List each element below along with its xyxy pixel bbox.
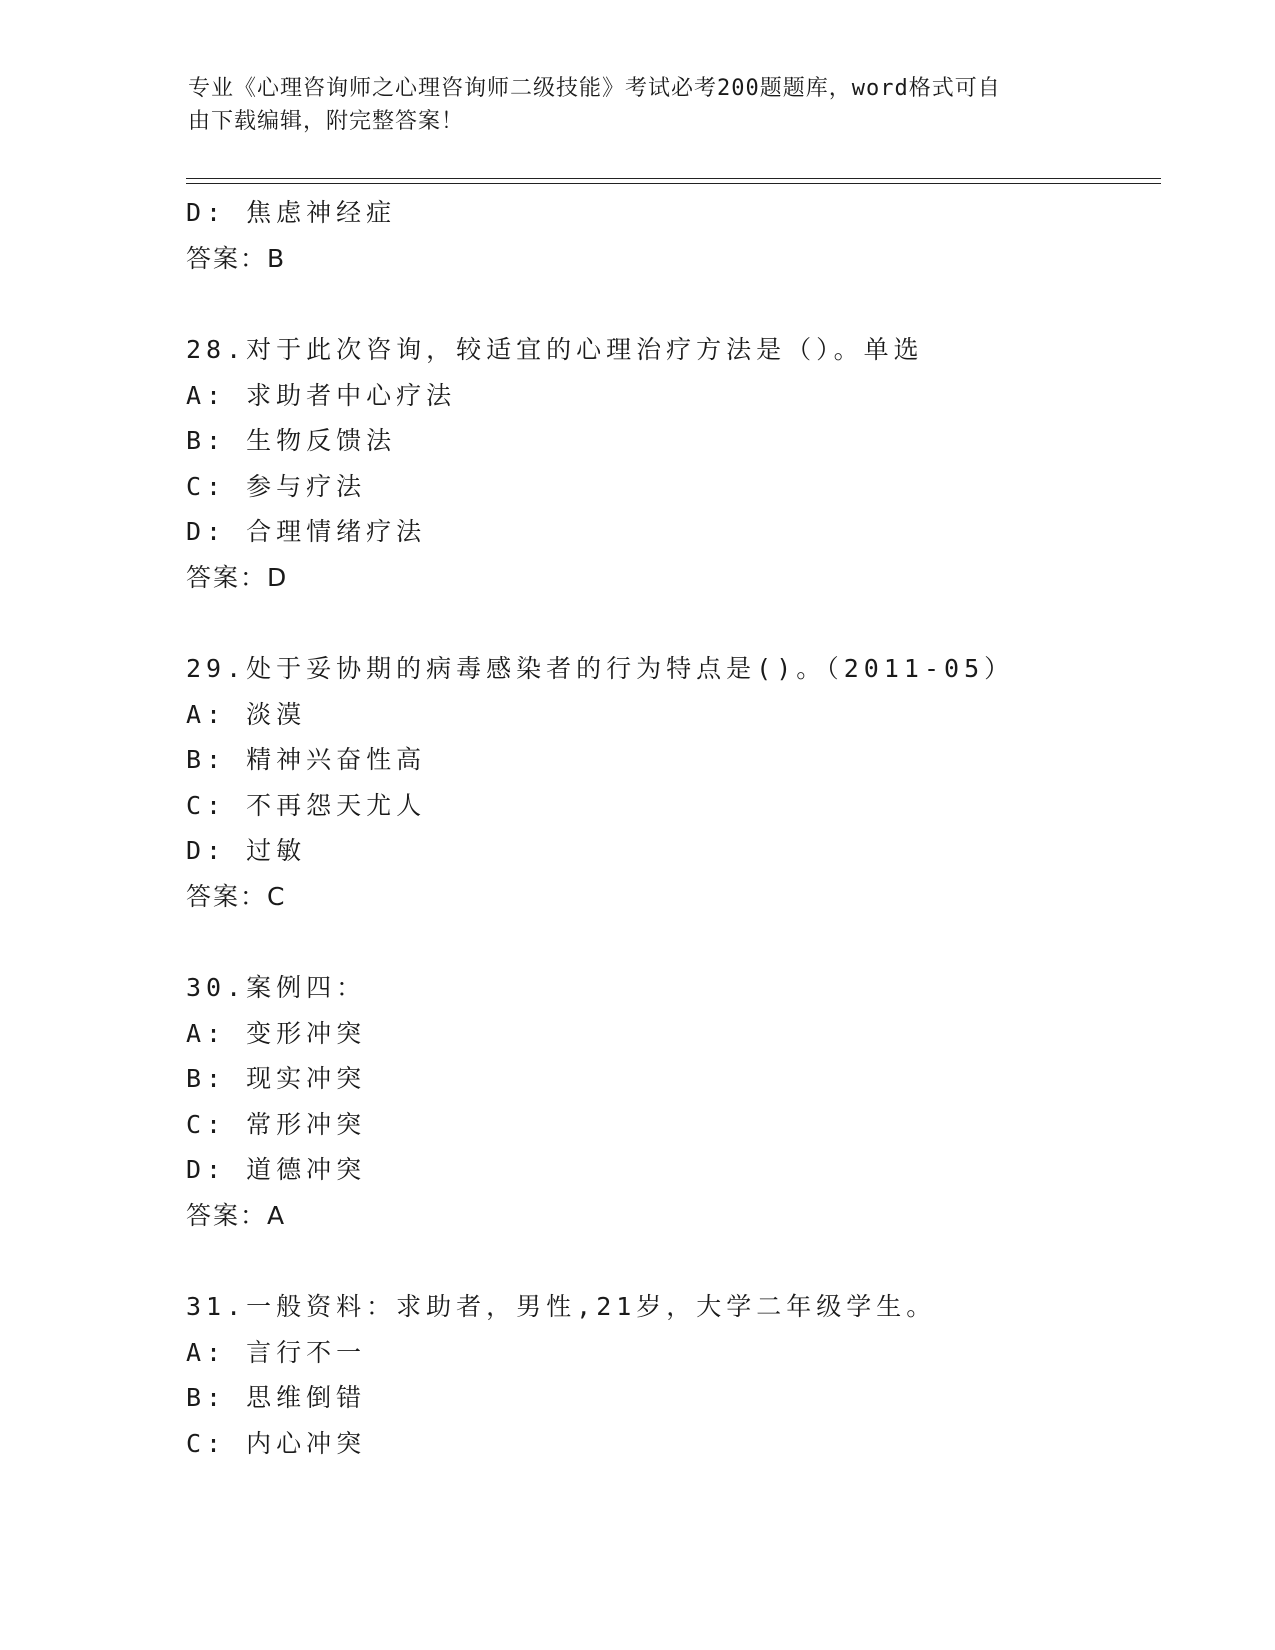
spacer — [186, 600, 1146, 646]
option-c: C: 内心冲突 — [186, 1428, 367, 1458]
option-a: A: 淡漠 — [186, 699, 307, 729]
question-stem: 31.一般资料：求助者，男性,21岁，大学二年级学生。 — [186, 1292, 937, 1321]
question-stem: 29.处于妥协期的病毒感染者的行为特点是()。（2011-05） — [186, 654, 1015, 683]
answer: 答案：A — [186, 1200, 287, 1230]
option-b: B: 精神兴奋性高 — [186, 745, 427, 774]
lead-answer: 答案：B — [186, 243, 287, 273]
question-28 — [186, 327, 1146, 600]
option-c: C: 常形冲突 — [186, 1109, 367, 1139]
option-b: B: 思维倒错 — [186, 1383, 367, 1412]
spacer — [186, 1238, 1146, 1284]
option-a: A: 变形冲突 — [186, 1018, 367, 1048]
spacer — [186, 281, 1146, 327]
option-d: D: 道德冲突 — [186, 1155, 367, 1184]
lead-option-d: D: 焦虑神经症 — [186, 198, 397, 227]
option-b: B: 现实冲突 — [186, 1064, 367, 1093]
header-line-2: 由下载编辑，附完整答案！ — [188, 109, 465, 134]
question-29 — [186, 646, 1146, 919]
header-divider-bottom — [186, 183, 1161, 184]
document-header — [188, 72, 1088, 138]
option-a: A: 求助者中心疗法 — [186, 380, 457, 410]
question-content — [186, 190, 1146, 1466]
option-b: B: 生物反馈法 — [186, 426, 397, 455]
option-c: C: 不再怨天尤人 — [186, 790, 427, 820]
option-d: D: 合理情绪疗法 — [186, 517, 427, 546]
header-divider-top — [186, 178, 1161, 179]
option-a: A: 言行不一 — [186, 1337, 367, 1367]
header-line-1: 专业《心理咨询师之心理咨询师二级技能》考试必考200题题库，word格式可自 — [188, 76, 1001, 101]
question-stem: 30.案例四： — [186, 973, 367, 1002]
option-d: D: 过敏 — [186, 836, 307, 865]
question-30 — [186, 965, 1146, 1238]
question-31 — [186, 1284, 1146, 1466]
answer: 答案：C — [186, 881, 287, 911]
answer: 答案：D — [186, 562, 289, 592]
spacer — [186, 919, 1146, 965]
question-stem: 28.对于此次咨询，较适宜的心理治疗方法是（）。单选 — [186, 335, 924, 364]
option-c: C: 参与疗法 — [186, 471, 367, 501]
